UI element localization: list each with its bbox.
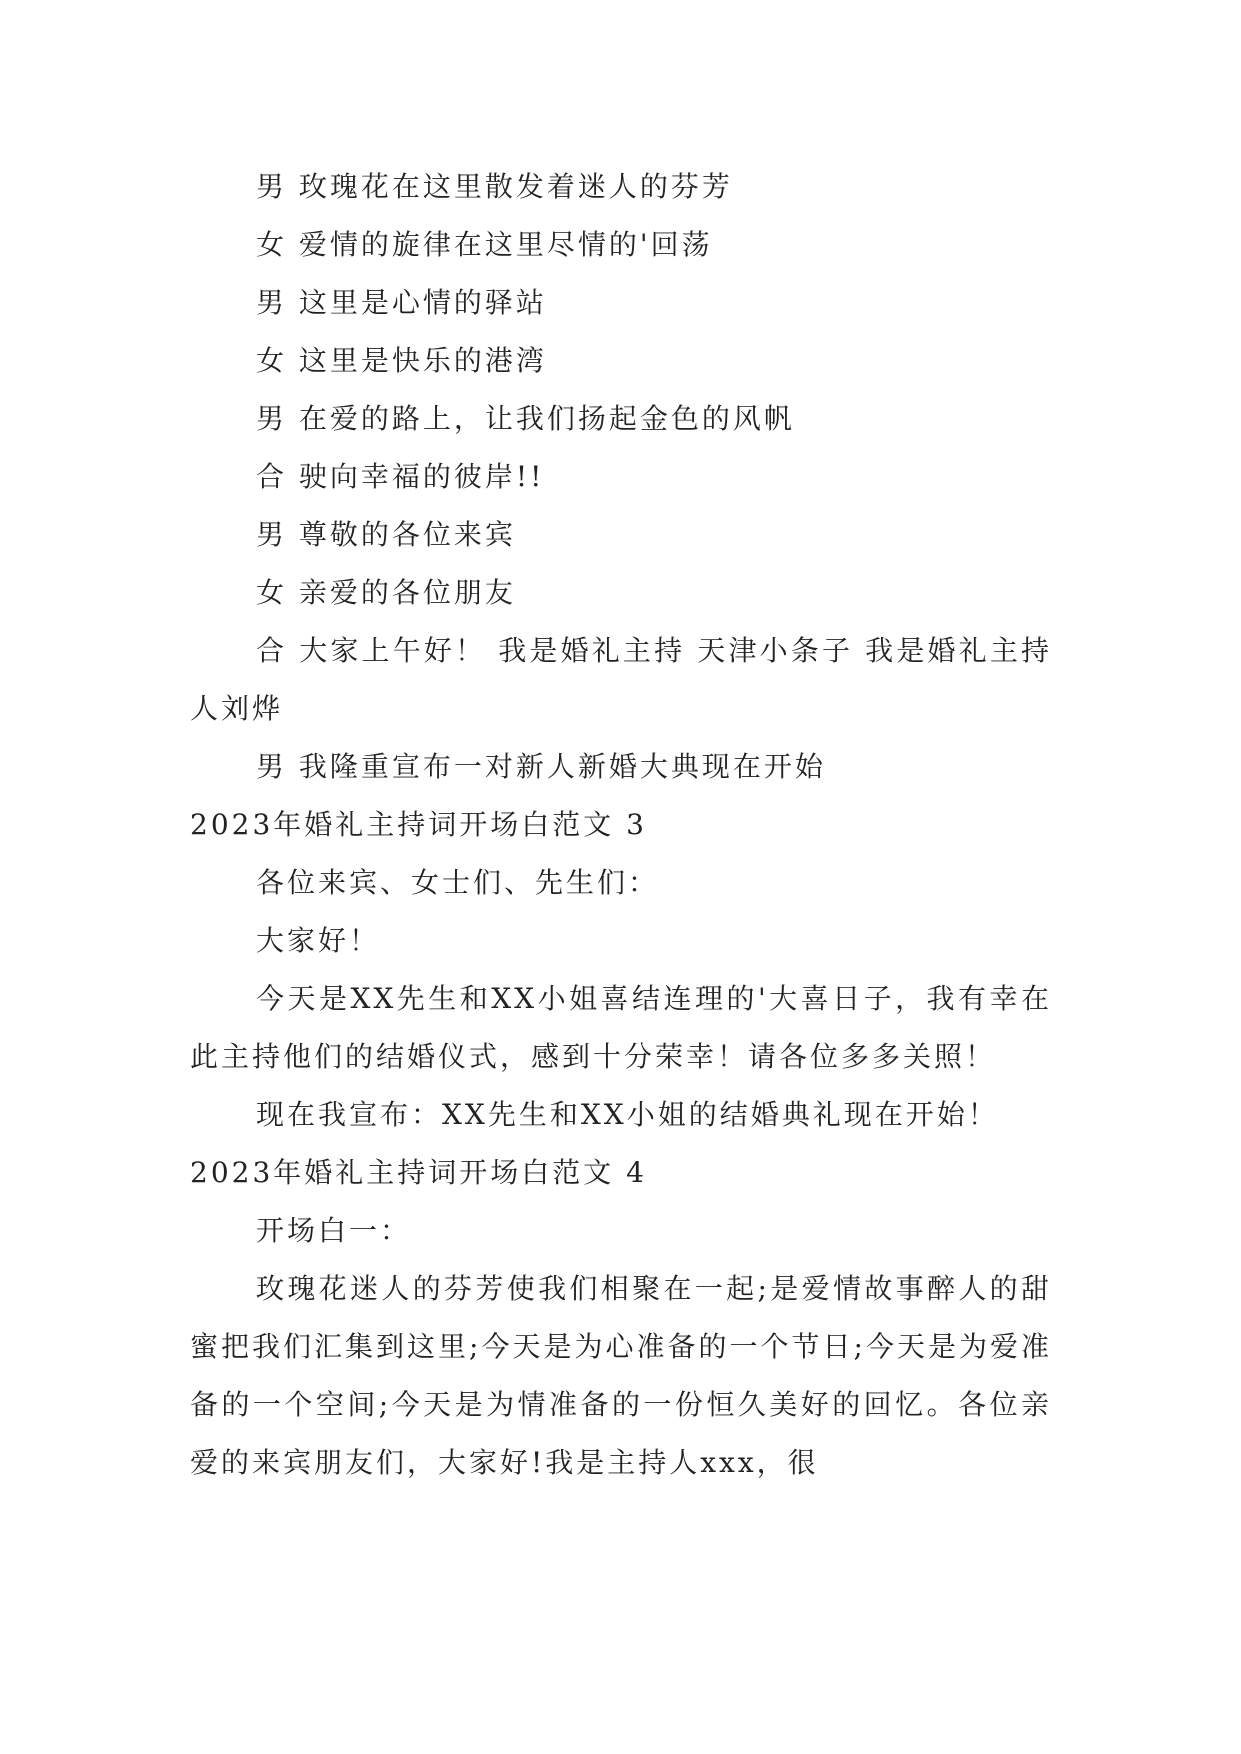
document-body (190, 158, 1052, 1492)
section-heading: 2023年婚礼主持词开场白范文 3 (190, 808, 647, 841)
dialogue-line: 男 在爱的路上，让我们扬起金色的风帆 (256, 402, 795, 435)
dialogue-line: 女 亲爱的各位朋友 (256, 576, 516, 609)
dialogue-line: 男 玫瑰花在这里散发着迷人的芬芳 (256, 170, 733, 203)
paragraph: 各位来宾、女士们、先生们： (256, 866, 660, 899)
dialogue-line: 女 爱情的旋律在这里尽情的'回荡 (256, 228, 713, 261)
dialogue-line: 男 尊敬的各位来宾 (256, 518, 516, 551)
dialogue-line: 男 我隆重宣布一对新人新婚大典现在开始 (256, 750, 826, 783)
dialogue-line: 合 驶向幸福的彼岸!! (256, 460, 545, 493)
paragraph: 玫瑰花迷人的芬芳使我们相聚在一起;是爱情故事醉人的甜蜜把我们汇集到这里;今天是为心准备的一个节日;今天是为爱准备的一个空间;今天是为情准备的一份恒久美好的回忆。各位亲爱的来宾朋友们，大家好!我是主持人xxx，很 (190, 1272, 1052, 1479)
paragraph: 大家好！ (256, 924, 381, 957)
paragraph: 现在我宣布：XX先生和XX小姐的结婚典礼现在开始！ (256, 1098, 999, 1131)
paragraph: 今天是XX先生和XX小姐喜结连理的'大喜日子，我有幸在此主持他们的结婚仪式，感到十分荣幸！请各位多多关照！ (190, 982, 1052, 1073)
dialogue-line: 男 这里是心情的驿站 (256, 286, 547, 319)
dialogue-line: 合 大家上午好！ 我是婚礼主持 天津小条子 我是婚礼主持人刘烨 (190, 634, 1052, 725)
paragraph: 开场白一： (256, 1214, 412, 1247)
dialogue-line: 女 这里是快乐的港湾 (256, 344, 547, 377)
section-heading: 2023年婚礼主持词开场白范文 4 (190, 1156, 647, 1189)
